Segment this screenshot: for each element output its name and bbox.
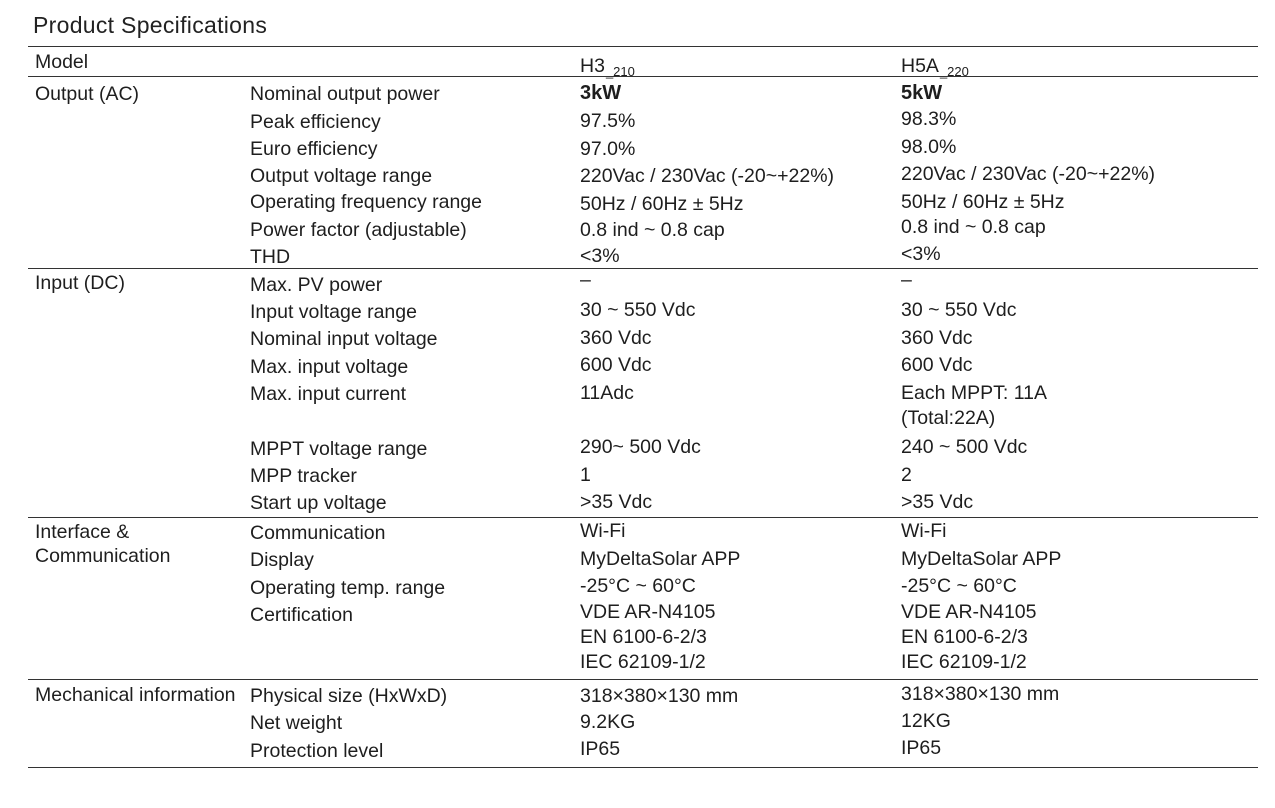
spec-value-a: 97.5% [580,110,636,132]
spec-label: Peak efficiency [250,111,381,133]
spec-label: Power factor (adjustable) [250,219,467,241]
spec-label: Protection level [250,740,384,762]
spec-value-a: 360 Vdc [580,327,652,349]
spec-value-a: -25°C ~ 60°C [580,575,696,597]
spec-value-b: 98.3% [901,108,957,130]
page-title: Product Specifications [33,12,268,38]
spec-value-b: 240 ~ 500 Vdc [901,436,1028,458]
spec-label: Net weight [250,712,343,734]
spec-value-b: IP65 [901,737,942,759]
spec-label: MPPT voltage range [250,438,428,460]
model-b [901,54,969,80]
spec-label: Nominal input voltage [250,328,438,350]
spec-label: Certification [250,604,353,626]
spec-value-b: 50Hz / 60Hz ± 5Hz [901,191,1065,213]
spec-value-a: – [580,269,591,291]
spec-value-a: 318×380×130 mm [580,685,739,707]
spec-label: Physical size (HxWxD) [250,685,448,707]
spec-label: Start up voltage [250,492,387,514]
spec-value-a: 9.2KG [580,711,636,733]
spec-value-a: >35 Vdc [580,491,653,513]
divider-output [28,268,1258,269]
spec-value-b-line2: EN 6100-6-2/3 [901,626,1028,648]
spec-label: THD [250,246,291,268]
spec-label: Max. PV power [250,274,383,296]
spec-value-a: 3kW [580,82,622,104]
section-output: Output (AC) [35,83,140,105]
spec-value-a: 50Hz / 60Hz ± 5Hz [580,193,744,215]
model-a-name: H3 [580,55,605,77]
spec-label: Communication [250,522,386,544]
divider-interface [28,679,1258,680]
spec-label: Display [250,549,314,571]
spec-value-a: 600 Vdc [580,354,652,376]
spec-value-b-line2: (Total:22A) [901,407,996,429]
spec-value-a: IP65 [580,738,621,760]
spec-value-b: 0.8 ind ~ 0.8 cap [901,216,1046,238]
spec-value-b: >35 Vdc [901,491,974,513]
spec-value-a: <3% [580,245,620,267]
spec-value-a: 30 ~ 550 Vdc [580,299,696,321]
spec-label: Output voltage range [250,165,433,187]
model-a-sub: _210 [605,64,635,79]
spec-value-a: 220Vac / 230Vac (-20~+22%) [580,165,835,187]
spec-value-a-line2: EN 6100-6-2/3 [580,626,707,648]
spec-value-a: 0.8 ind ~ 0.8 cap [580,219,725,241]
spec-label: Input voltage range [250,301,417,323]
spec-value-b: 2 [901,464,912,486]
spec-value-b: 360 Vdc [901,327,973,349]
spec-value-b: – [901,269,912,291]
spec-value-a: 97.0% [580,138,636,160]
spec-value-a: 11Adc [580,382,634,404]
spec-value-a: VDE AR-N4105 [580,601,716,623]
spec-value-b: 600 Vdc [901,354,973,376]
spec-label: Operating frequency range [250,191,482,213]
spec-value-b: 318×380×130 mm [901,683,1060,705]
section-interface: Interface & [35,521,130,543]
spec-value-b: Wi-Fi [901,520,947,542]
spec-label: Max. input current [250,383,407,405]
spec-value-a: MyDeltaSolar APP [580,548,741,570]
spec-value-b: 5kW [901,82,943,104]
spec-value-b: 98.0% [901,136,957,158]
spec-value-b: 220Vac / 230Vac (-20~+22%) [901,163,1156,185]
spec-value-b: Each MPPT: 11A [901,382,1047,404]
spec-label: Operating temp. range [250,577,446,599]
spec-value-b: MyDeltaSolar APP [901,548,1062,570]
spec-value-a: Wi-Fi [580,520,626,542]
spec-label: Max. input voltage [250,356,409,378]
divider-input [28,517,1258,518]
spec-label: MPP tracker [250,465,357,487]
spec-value-b: -25°C ~ 60°C [901,575,1017,597]
spec-value-a-line3: IEC 62109-1/2 [580,651,706,673]
model-label: Model [35,51,89,73]
spec-value-b: <3% [901,243,941,265]
section-mechanical: Mechanical information [35,684,236,706]
section-interface-line2: Communication [35,545,171,567]
divider-bottom [28,767,1258,768]
spec-value-a: 1 [580,464,591,486]
spec-label: Euro efficiency [250,138,378,160]
spec-value-b: VDE AR-N4105 [901,601,1037,623]
divider-top [28,46,1258,47]
divider-header [28,76,1258,77]
spec-value-b-line3: IEC 62109-1/2 [901,651,1027,673]
model-a [580,54,635,80]
spec-label: Nominal output power [250,83,440,105]
spec-value-a: 290~ 500 Vdc [580,436,701,458]
spec-value-b: 12KG [901,710,951,732]
model-b-name: H5A [901,55,939,77]
model-b-sub: _220 [939,64,969,79]
section-input: Input (DC) [35,272,125,294]
spec-value-b: 30 ~ 550 Vdc [901,299,1017,321]
